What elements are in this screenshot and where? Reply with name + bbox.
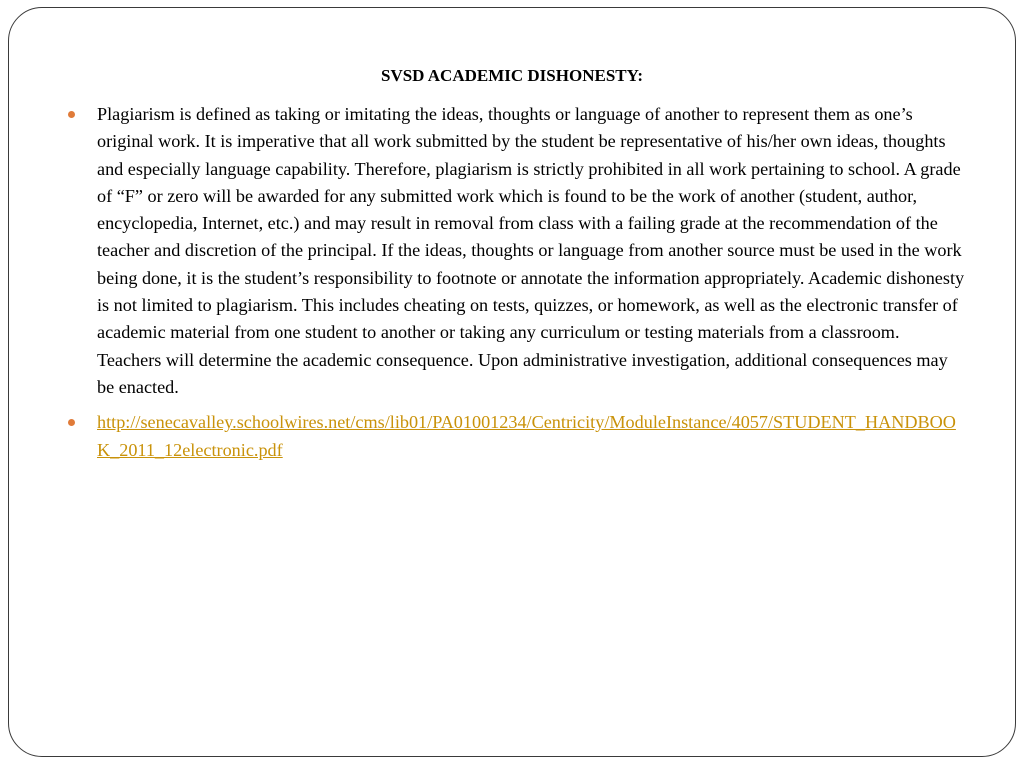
list-item [97,101,965,401]
plagiarism-paragraph: Plagiarism is defined as taking or imitating the ideas, thoughts or language of another to represent them as one’s original work. It is imperative that all work submitted by the student be representative of his/her own ideas, thoughts and especially language capability. Therefore, plagiarism is strictly prohibited in all work pertaining to school. A grade of “F” or zero will be awarded for any submitted work which is found to be the work of another (student, author, encyclopedia, Internet, etc.) and may result in removal from class with a failing grade at the recommendation of the teacher and discretion of the principal. If the ideas, thoughts or language from another source must be used in the work being done, it is the student’s responsibility to footnote or annotate the information appropriately. Academic dishonesty is not limited to plagiarism. This includes cheating on tests, quizzes, or homework, as well as the electronic transfer of academic material from one student to another or taking any curriculum or testing materials from a classroom. Teachers will determine the academic consequence. Upon administrative investigation, additional consequences may be enacted. [97,104,965,397]
slide-title: SVSD ACADEMIC DISHONESTY: [381,66,643,85]
list-item [97,409,965,464]
bullet-list [97,101,965,472]
bullet-dot-icon [68,111,75,118]
handbook-link[interactable]: http://senecavalley.schoolwires.net/cms/lib01/PA01001234/Centricity/ModuleInstance/4057/STUDENT_HANDBOOK_2011_12electronic.pdf [97,412,956,460]
